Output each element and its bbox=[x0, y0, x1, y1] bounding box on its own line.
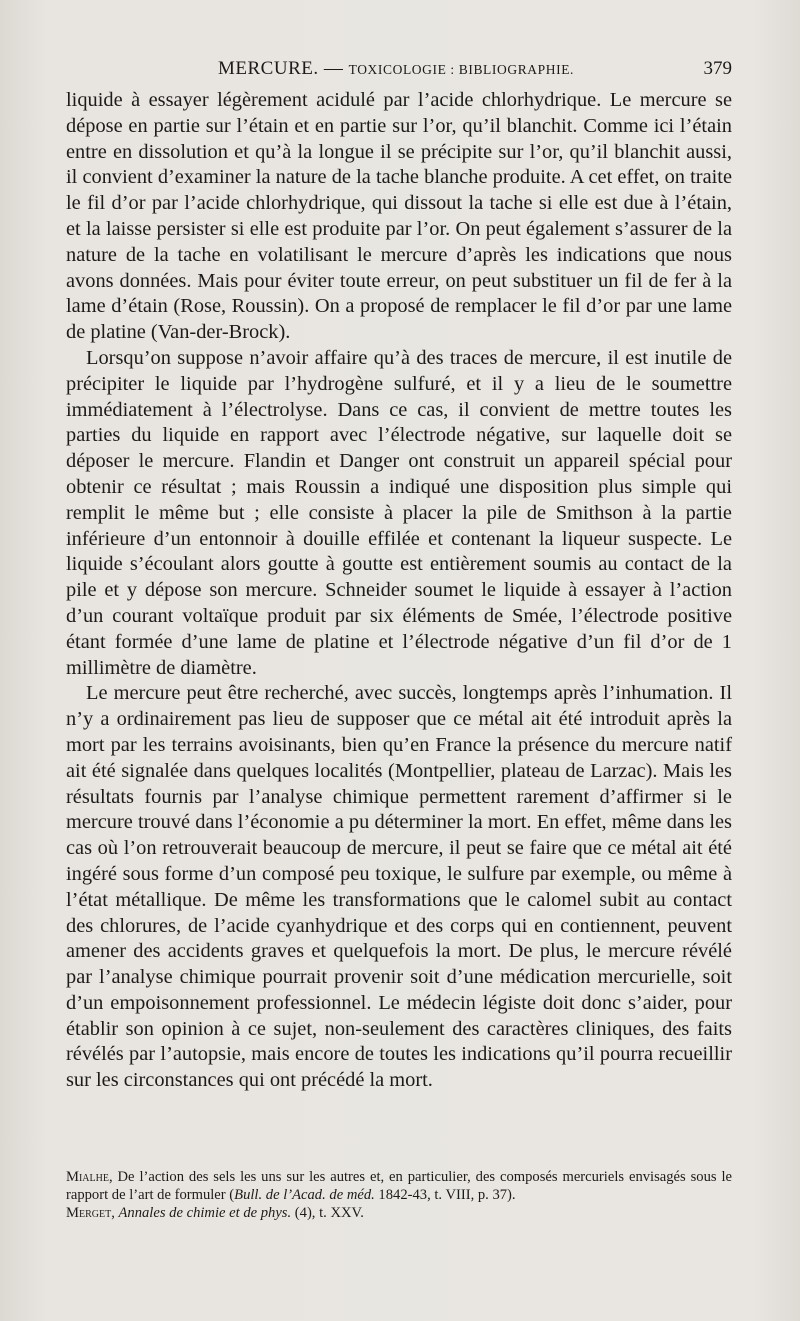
running-title-main: MERCURE. bbox=[218, 58, 319, 79]
paragraph-continued: liquide à essayer légèrement acidulé par l’acide chlorhydrique. Le mercure se dépose en partie sur l’étain et en partie sur l’or, qu’il blanchit. Comme ici l’étain entre en dissolution et qu’à la longue il se précipite sur l’or, qu’il blanchit aussi, il convient d’examiner la nature de la tache blanche produite. A cet effet, on traite le fil d’or par l’acide chlorhydrique, qui dissout la tache si elle est due à l’étain, et la laisse persister si elle est produite par l’or. On peut également s’assurer de la nature de la tache en volatilisant le mercure d’après les indications que nous avons données. Mais pour éviter toute erreur, on peut substituer un fil de fer à la lame d’étain (Rose, Roussin). On a proposé de remplacer le fil d’or par une lame de platine (Van-der-Brock). bbox=[66, 89, 732, 344]
running-title-subtitle: TOXICOLOGIE : BIBLIOGRAPHIE. bbox=[348, 62, 575, 77]
footnote-author: Mialhe bbox=[66, 1169, 109, 1185]
footnote-text: , bbox=[111, 1205, 119, 1221]
footnote-entry bbox=[66, 1168, 732, 1204]
footnote-text-after: 1842-43, t. VIII, p. 37). bbox=[374, 1187, 516, 1203]
bibliography-footnotes bbox=[66, 1168, 732, 1222]
paragraph-electrolysis: Lorsqu’on suppose n’avoir affaire qu’à des traces de mercure, il est inutile de précipiter le liquide par l’hydrogène sulfuré, et il y a lieu de le soumettre immédiatement à l’électrolyse. Dans ce cas, il convient de mettre toutes les parties du liquide en rapport avec l’électrode négative, sur laquelle doit se déposer le mercure. Flandin et Danger ont construit un appareil spécial pour obtenir ce résultat ; mais Roussin a indiqué une disposition plus simple qui remplit le même but ; elle consiste à placer la pile de Smithson à la partie inférieure d’un entonnoir à douille effilée et contenant la liqueur suspecte. Le liquide s’écoulant alors goutte à goutte est entièrement soumis au contact de la pile et y dépose son mercure. Schneider soumet le liquide à essayer à l’action d’un courant voltaïque produit par six éléments de Smée, l’électrode positive étant formée d’une lame de platine et l’électrode négative d’un fil d’or de 1 millimètre de diamètre. bbox=[66, 346, 732, 679]
running-title-separator: — bbox=[318, 58, 349, 79]
running-header bbox=[66, 58, 732, 82]
running-title bbox=[218, 58, 574, 80]
footnote-journal: Bull. de l’Acad. de méd. bbox=[234, 1187, 375, 1203]
main-text bbox=[66, 88, 732, 1094]
footnote-author: Merget bbox=[66, 1205, 112, 1221]
footnote-text: , De l’action des sels les uns sur les autres et, en particulier, des composés mercuriels envisagés sous le rapport de l’art de formuler ( bbox=[66, 1169, 732, 1203]
footnote-journal: Annales de chimie et de phys. bbox=[118, 1205, 292, 1221]
page-number: 379 bbox=[703, 58, 732, 79]
paragraph-inhumation: Le mercure peut être recherché, avec succès, longtemps après l’inhumation. Il n’y a ordinairement pas lieu de supposer que ce métal ait été introduit après la mort par les terrains avoisinants, bien qu’en France la présence du mercure natif ait été signalée dans quelques localités (Montpellier, plateau de Larzac). Mais les résultats fournis par l’analyse chimique permettent rarement d’affirmer si le mercure trouvé dans l’économie a pu déterminer la mort. En effet, même dans les cas où l’on retrouverait beaucoup de mercure, il peut se faire que ce métal ait été ingéré sous forme d’un composé peu toxique, le sulfure par exemple, ou même à l’état métallique. De même les transformations que le calomel subit au contact des chlorures, de l’acide cyanhydrique et des corps qui en contiennent, peuvent amener des accidents graves et quelquefois la mort. De plus, le mercure révélé par l’analyse chimique pourrait provenir soit d’une médication mercurielle, soit d’un empoisonnement professionnel. Le médecin légiste doit donc s’aider, pour établir son opinion à ce sujet, non-seulement des caractères cliniques, des faits révélés par l’autopsie, mais encore de toutes les indications qu’il pourra recueillir sur les circonstances qui ont précédé la mort. bbox=[66, 682, 732, 1092]
footnote-text-after: (4), t. XXV. bbox=[291, 1205, 364, 1221]
footnote-entry bbox=[66, 1204, 732, 1222]
